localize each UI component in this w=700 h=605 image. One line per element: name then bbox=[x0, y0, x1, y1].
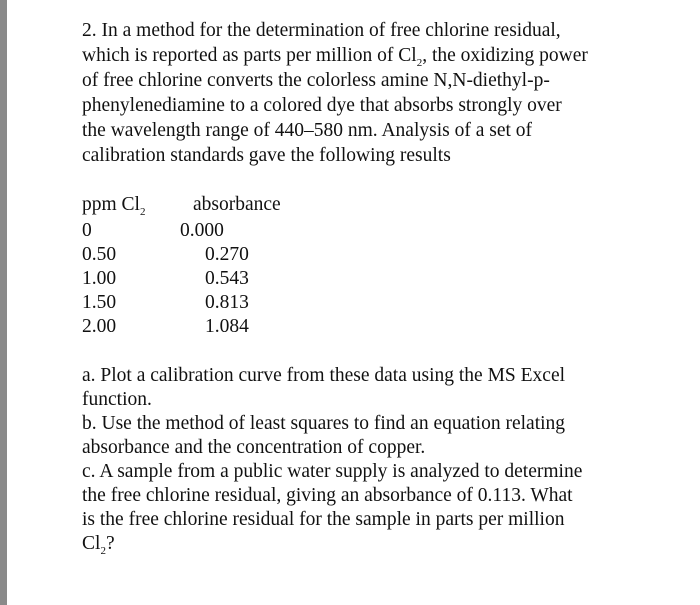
table-header-absorbance: absorbance bbox=[193, 194, 281, 215]
table-cell-absorbance: 0.270 bbox=[205, 244, 249, 265]
part-c-line-4 bbox=[82, 532, 115, 556]
table-cell-ppm: 0.50 bbox=[82, 244, 117, 265]
table-cell-absorbance: 0.813 bbox=[205, 292, 249, 313]
intro-line-2b: , the oxidizing power bbox=[422, 45, 588, 66]
part-c-line-2: the free chlorine residual, giving an absorbance of 0.113. What bbox=[82, 485, 573, 506]
question-line-4: phenylenediamine to a colored dye that absorbs strongly over bbox=[82, 95, 562, 116]
left-margin-bar bbox=[0, 0, 7, 605]
question-line-6: calibration standards gave the following results bbox=[82, 145, 451, 166]
question-line-3: of free chlorine converts the colorless amine N,N-diethyl-p- bbox=[82, 70, 550, 91]
table-cell-absorbance: 0.000 bbox=[180, 220, 224, 241]
header-ppm-text: ppm Cl bbox=[82, 194, 140, 215]
intro-line-1: In a method for the determination of free chlorine residual, bbox=[101, 20, 561, 41]
part-c-cl-text: Cl bbox=[82, 533, 101, 554]
table-cell-ppm: 0 bbox=[82, 220, 92, 241]
table-header-ppm bbox=[82, 193, 145, 217]
question-line-1 bbox=[82, 19, 561, 43]
header-ppm-subscript: 2 bbox=[139, 206, 146, 218]
question-line-5: the wavelength range of 440–580 nm. Analysis of a set of bbox=[82, 120, 533, 141]
part-c-line-1: c. A sample from a public water supply is analyzed to determine bbox=[82, 461, 583, 482]
table-cell-absorbance: 0.543 bbox=[205, 268, 249, 289]
part-c-question-mark: ? bbox=[105, 533, 115, 554]
part-a-line-2: function. bbox=[82, 389, 152, 410]
part-a-line-1: a. Plot a calibration curve from these data using the MS Excel bbox=[82, 365, 566, 386]
table-cell-ppm: 2.00 bbox=[82, 316, 117, 337]
table-cell-ppm: 1.00 bbox=[82, 268, 117, 289]
question-line-2 bbox=[82, 44, 588, 68]
part-b-line-1: b. Use the method of least squares to find an equation relating bbox=[82, 413, 566, 434]
intro-line-2a: which is reported as parts per million of Cl bbox=[82, 45, 417, 66]
table-cell-absorbance: 1.084 bbox=[205, 316, 249, 337]
part-c-line-3: is the free chlorine residual for the sample in parts per million bbox=[82, 509, 565, 530]
cl2-subscript: 2 bbox=[416, 57, 423, 69]
question-number: 2. bbox=[82, 20, 97, 41]
part-c-cl-subscript: 2 bbox=[100, 545, 106, 557]
table-cell-ppm: 1.50 bbox=[82, 292, 117, 313]
part-b-line-2: absorbance and the concentration of copper. bbox=[82, 437, 426, 458]
